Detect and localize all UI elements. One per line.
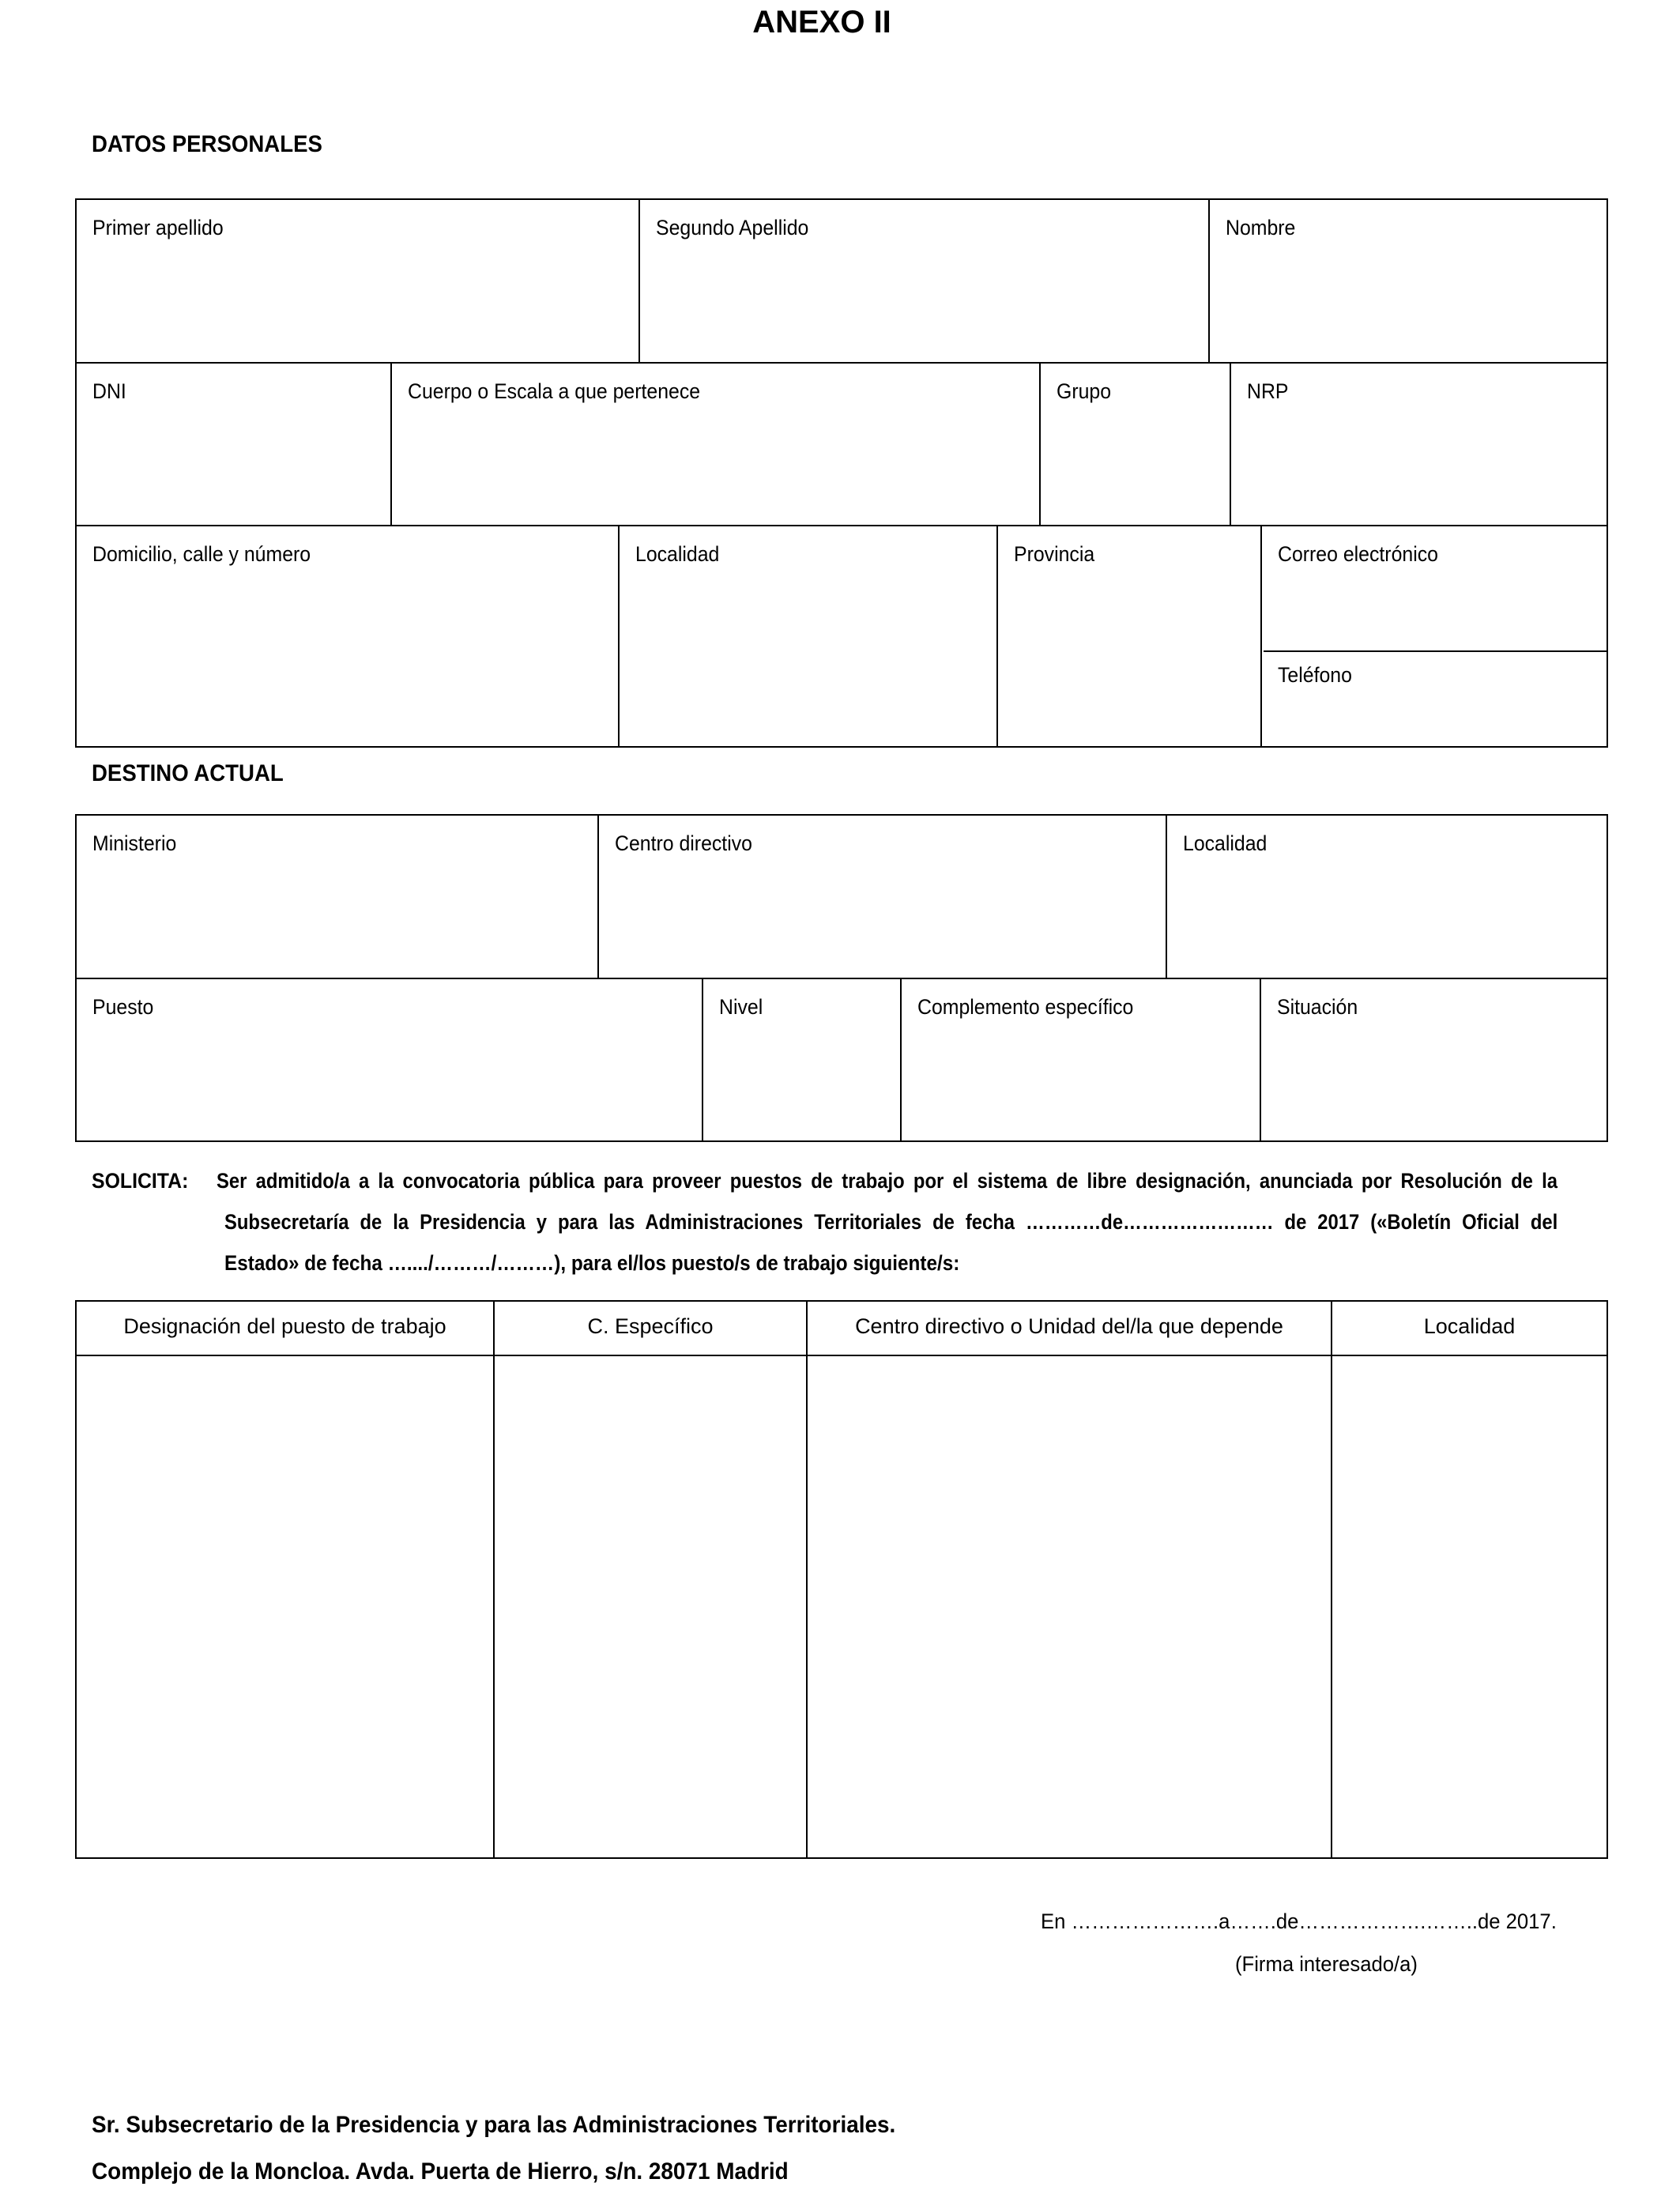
datos-personales-form <box>75 198 1608 748</box>
solicita-label: SOLICITA: <box>92 1169 189 1193</box>
field-dni[interactable] <box>77 364 390 525</box>
field-label: NRP <box>1247 379 1289 403</box>
field-nombre[interactable] <box>1210 200 1607 362</box>
field-segundo-apellido[interactable] <box>640 200 1208 362</box>
signature-caption: (Firma interesado/a) <box>1235 1952 1418 1976</box>
section-heading-destino-actual: DESTINO ACTUAL <box>92 760 284 786</box>
field-label: Situación <box>1277 995 1358 1019</box>
field-nivel[interactable] <box>703 979 900 1142</box>
field-cuerpo-escala[interactable] <box>392 364 1039 525</box>
field-label: Segundo Apellido <box>656 216 809 239</box>
field-provincia[interactable] <box>998 526 1260 748</box>
field-label: Nombre <box>1226 216 1296 239</box>
field-label: Localidad <box>1183 831 1268 855</box>
column-header-centro-directivo: Centro directivo o Unidad del/la que depende <box>855 1314 1283 1338</box>
field-correo-electronico[interactable] <box>1262 526 1607 650</box>
column-header-c-especifico: C. Específico <box>587 1314 714 1338</box>
field-label: Nivel <box>719 995 763 1019</box>
field-label: Primer apellido <box>92 216 224 239</box>
addressee-line-2: Complejo de la Moncloa. Avda. Puerta de Hierro, s/n. 28071 Madrid <box>92 2158 789 2185</box>
column-header-localidad: Localidad <box>1423 1314 1516 1338</box>
solicita-line-3: Estado» de fecha …..../………/………), para el/los puesto/s de trabajo siguiente/s: <box>224 1251 960 1275</box>
addressee-line-1: Sr. Subsecretario de la Presidencia y para las Administraciones Territoriales. <box>92 2112 896 2138</box>
field-ministerio[interactable] <box>77 816 597 978</box>
solicita-line-1: Ser admitido/a a la convocatoria pública para proveer puestos de trabajo por el sistema de libre designación, anunciada por Resolución de la <box>217 1169 1558 1193</box>
field-label: Domicilio, calle y número <box>92 542 311 566</box>
field-destino-localidad[interactable] <box>1167 816 1607 978</box>
field-localidad[interactable] <box>620 526 996 748</box>
field-situacion[interactable] <box>1261 979 1607 1142</box>
field-grupo[interactable] <box>1041 364 1230 525</box>
field-label: Localidad <box>635 542 720 566</box>
field-complemento-especifico[interactable] <box>902 979 1260 1142</box>
date-line: En ………………….a…….de……………….……..de 2017. <box>1041 1909 1557 1933</box>
field-centro-directivo[interactable] <box>599 816 1166 978</box>
table-cell-centro-directivo[interactable] <box>808 1356 1331 1857</box>
field-label: Grupo <box>1057 379 1112 403</box>
field-label: Correo electrónico <box>1278 542 1438 566</box>
field-domicilio[interactable] <box>77 526 618 748</box>
field-puesto[interactable] <box>77 979 702 1142</box>
field-label: Complemento específico <box>917 995 1134 1019</box>
field-label: Provincia <box>1014 542 1095 566</box>
solicita-line-2: Subsecretaría de la Presidencia y para las Administraciones Territoriales de fecha …………de…………………… de 2017 («Boletín Oficial del <box>224 1210 1558 1234</box>
table-cell-c-especifico[interactable] <box>495 1356 806 1857</box>
table-cell-designacion[interactable] <box>77 1356 493 1857</box>
column-header-designacion: Designación del puesto de trabajo <box>123 1314 446 1338</box>
section-heading-datos-personales: DATOS PERSONALES <box>92 131 322 157</box>
field-label: Ministerio <box>92 831 177 855</box>
field-label: Teléfono <box>1278 663 1352 687</box>
field-nrp[interactable] <box>1231 364 1607 525</box>
field-telefono[interactable] <box>1262 652 1607 748</box>
puestos-table <box>75 1300 1608 1859</box>
field-label: Centro directivo <box>615 831 752 855</box>
field-primer-apellido[interactable] <box>77 200 638 362</box>
field-label: Cuerpo o Escala a que pertenece <box>408 379 701 403</box>
field-label: DNI <box>92 379 126 403</box>
destino-actual-form <box>75 814 1608 1142</box>
page-title: ANEXO II <box>752 5 891 40</box>
table-cell-localidad[interactable] <box>1332 1356 1607 1857</box>
solicita-paragraph <box>92 1160 1561 1284</box>
field-label: Puesto <box>92 995 154 1019</box>
